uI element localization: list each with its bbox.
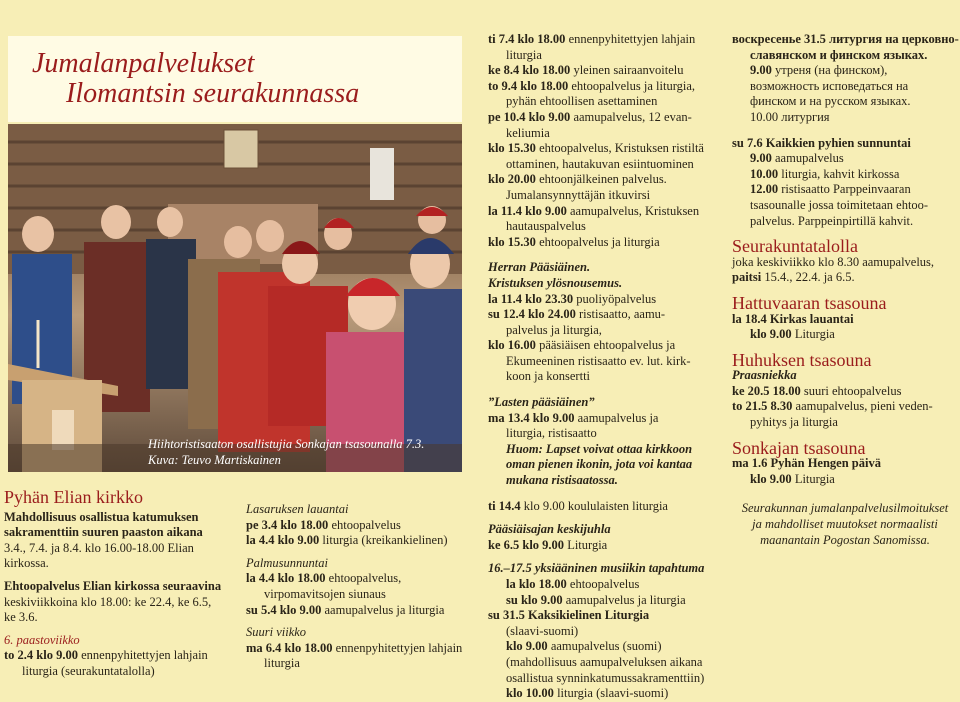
column-2 <box>246 502 470 672</box>
service-text: Liturgia <box>791 327 835 342</box>
text-line: su 31.5 Kaksikielinen Liturgia <box>488 608 650 623</box>
service-text: ehtoopalvelus <box>566 577 640 591</box>
service-text: aamupalvelus, pieni veden- <box>792 399 933 414</box>
holy-week-title: Suuri viikko <box>246 625 307 640</box>
service-text: pääsiäisen ehtoopalvelus ja <box>535 338 676 353</box>
text-line: финском и на русском языках. <box>750 94 911 109</box>
text-line: Mahdollisuus osallistua katumuksen <box>4 509 199 524</box>
date-time: pe 10.4 klo 9.00 <box>488 109 571 124</box>
easter-title: Herran Pääsiäinen. <box>488 260 591 275</box>
date-time: klo 9.00 <box>750 327 792 342</box>
date-time: 10.00 <box>750 109 779 124</box>
date-time: la 11.4 klo 9.00 <box>488 203 567 218</box>
note-line: Seurakunnan jumalanpalvelusilmoitukset <box>741 501 949 516</box>
text-line: keskiviikkoina klo 18.00: ke 22.4, ke 6.5, <box>4 594 212 609</box>
text-line: Ehtoopalvelus Elian kirkossa seuraavina <box>4 578 222 593</box>
date-time: la 4.4 klo 18.00 <box>246 571 326 586</box>
text-line: koon ja konsertti <box>506 369 591 384</box>
date-time: la 4.4 klo 9.00 <box>246 533 320 548</box>
text-line: (mahdollisuus aamupalveluksen aikana <box>506 654 703 669</box>
note-line: maanantain Pogostan Sanomissa. <box>760 532 930 547</box>
date-time: ke 20.5 18.00 <box>732 383 801 398</box>
text-line: ke 3.6. <box>4 610 38 625</box>
date-time: la 11.4 klo 23.30 <box>488 291 574 306</box>
service-text: liturgia, kahvit kirkossa <box>778 166 900 181</box>
service-text: suuri ehtoopalvelus <box>800 383 902 398</box>
text-line: ottaminen, hautakuvan esiintuominen <box>506 156 694 171</box>
date-time: ma 6.4 klo 18.00 <box>246 640 333 655</box>
service-text: aamupalvelus ja <box>574 410 659 425</box>
date-time: ke 8.4 klo 18.00 <box>488 63 571 78</box>
service-text: ennenpyhitettyjen lahjain <box>77 648 208 663</box>
service-text: aamupalvelus, 12 evan- <box>570 109 692 124</box>
service-text: утреня (на финском), <box>771 63 888 78</box>
note-line: Huom: Lapset voivat ottaa kirkkoon <box>506 441 693 456</box>
service-text: ehtoopalvelus <box>328 517 401 532</box>
service-text: Liturgia <box>564 537 608 552</box>
service-text: aamupalvelus ja liturgia <box>562 592 686 607</box>
page-title: Jumalanpalvelukset <box>32 48 255 79</box>
lazarus-title: Lasaruksen lauantai <box>246 502 349 516</box>
column-4 <box>732 32 958 548</box>
text-line: Jumalansynnyttäjän itkuvirsi <box>506 187 651 202</box>
date-time: klo 15.30 <box>488 234 536 249</box>
week6-title: 6. paastoviikko <box>4 632 80 647</box>
text-line: (slaavi-suomi) <box>506 623 579 638</box>
date-time: ti 14.4 <box>488 498 521 513</box>
text-line: liturgia, ristisaatto <box>506 426 597 441</box>
text-line: sakramenttiin suuren paaston aikana <box>4 525 203 540</box>
text-line: pyhitys ja liturgia <box>750 415 838 430</box>
service-text: aamupalvelus ja liturgia <box>321 602 445 617</box>
service-text: puoliyöpalvelus <box>573 291 657 306</box>
text-line: ma 1.6 Pyhän Hengen päivä <box>732 456 881 471</box>
date-time: su 5.4 klo 9.00 <box>246 602 322 617</box>
date-time: 9.00 <box>750 63 772 78</box>
date-time: pe 3.4 klo 18.00 <box>246 517 329 532</box>
section-heading-huhus: Huhuksen tsasouna <box>732 349 872 370</box>
service-text: aamupalvelus (suomi) <box>547 639 662 654</box>
text-line: возможность исповедаться на <box>750 78 909 93</box>
text-line: liturgia <box>264 656 300 671</box>
text-line: liturgia <box>506 47 542 62</box>
text-line: joka keskiviikko klo 8.30 aamupalvelus, <box>732 254 935 269</box>
emphasis: paitsi <box>732 270 762 285</box>
elia-vespers-block <box>4 579 240 626</box>
service-text: литургия на церковно- <box>825 32 959 46</box>
date-time: klo 20.00 <box>488 172 536 187</box>
service-text: klo 9.00 koululaisten liturgia <box>520 498 668 513</box>
note-line: oman pienen ikonin, jota voi kantaa <box>506 457 693 472</box>
date-time: 12.00 <box>750 182 779 197</box>
date-time: su 12.4 klo 24.00 <box>488 307 576 322</box>
service-text: ristisaatto, aamu- <box>575 307 666 322</box>
footer-note <box>732 501 958 548</box>
date-time: ke 6.5 klo 9.00 <box>488 537 565 552</box>
date-time: to 21.5 8.30 <box>732 399 793 414</box>
date-time: klo 9.00 <box>750 471 792 486</box>
text-line: славянском и финском языках. <box>750 47 928 62</box>
text-line: virpomavitsojen siunaus <box>264 586 386 601</box>
text-line: 3.4., 7.4. ja 8.4. klo 16.00-18.00 Elian <box>4 540 194 555</box>
text-line: Ekumeeninen ristisaatto ev. lut. kirk- <box>506 353 691 368</box>
feast-title: Praasniekka <box>732 368 797 383</box>
service-text: liturgia (slaavi-suomi) <box>553 686 669 701</box>
photo-illustration <box>8 124 462 472</box>
section-heading-hattuvaara: Hattuvaaran tsasouna <box>732 292 887 313</box>
date-time: 9.00 <box>750 151 772 166</box>
service-text: ehtoopalvelus, Kristuksen ristiltä <box>535 141 704 156</box>
service-text: aamupalvelus <box>771 151 844 166</box>
date-time: воскресенье 31.5 <box>732 32 826 46</box>
date-time: ti 7.4 klo 18.00 <box>488 32 566 46</box>
text-line: liturgia (seurakuntatalolla) <box>22 663 155 678</box>
service-text: ehtoonjälkeinen palvelus. <box>535 172 667 187</box>
service-text: aamupalvelus, Kristuksen <box>566 203 700 218</box>
photo-caption <box>148 436 458 468</box>
photo-caption-line1: Hiihtoristisaaton osallistujia Sonkajan tsasounalla 7.3. <box>148 437 425 451</box>
date-time: ma 13.4 klo 9.00 <box>488 410 575 425</box>
service-text: liturgia (kreikankielinen) <box>319 533 448 548</box>
service-text: ehtoopalvelus ja liturgia <box>535 234 660 249</box>
date-time: to 9.4 klo 18.00 <box>488 78 569 93</box>
service-text: 15.4., 22.4. ja 6.5. <box>761 270 855 285</box>
text-line: tsasounalle jossa toimitetaan ehtoo- <box>750 197 929 212</box>
date-time: klo 16.00 <box>488 338 536 353</box>
photo-caption-line2: Kuva: Teuvo Martiskainen <box>148 453 281 467</box>
text-line: keliumia <box>506 125 550 140</box>
text-line: palvelus ja liturgia, <box>506 322 602 337</box>
text-line: osallistua synninkatumussakramenttiin) <box>506 670 705 685</box>
all-saints-title: su 7.6 Kaikkien pyhien sunnuntai <box>732 135 911 150</box>
music-event-title: 16.–17.5 yksiääninen musiikin tapahtuma <box>488 561 705 576</box>
note-line: mukana ristisaatossa. <box>506 473 618 488</box>
section-heading-seurakuntatalo: Seurakuntatalolla <box>732 236 858 257</box>
text-line: hautauspalvelus <box>506 219 586 234</box>
service-text: ehtoopalvelus, <box>325 571 402 586</box>
elia-confession-block <box>4 510 240 572</box>
date-time: klo 9.00 <box>506 639 548 654</box>
text-line: pyhän ehtoollisen asettaminen <box>506 94 658 109</box>
group-photo <box>8 124 462 472</box>
date-time: klo 15.30 <box>488 141 536 156</box>
text-line: palvelus. Parppeinpirtillä kahvit. <box>750 213 914 228</box>
section-heading-elia: Pyhän Elian kirkko <box>4 487 143 507</box>
service-text: литургия <box>778 109 830 124</box>
easter-subtitle: Kristuksen ylösnousemus. <box>488 275 623 290</box>
column-3 <box>488 32 720 702</box>
service-text: Liturgia <box>791 471 835 486</box>
section-heading-sonkaja: Sonkajan tsasouna <box>732 437 866 458</box>
column-1 <box>4 487 240 680</box>
kids-easter-title: ”Lasten pääsiäinen” <box>488 395 595 410</box>
text-line: kirkossa. <box>4 556 49 571</box>
date-time: 10.00 <box>750 166 779 181</box>
text-line: la 18.4 Kirkas lauantai <box>732 311 854 326</box>
service-text: ennenpyhitettyjen lahjain <box>332 640 463 655</box>
note-line: ja mahdolliset muutokset normaalisti <box>752 517 938 532</box>
service-text: ennenpyhitettyjen lahjain <box>565 32 696 46</box>
page-subtitle: Ilomantsin seurakunnassa <box>66 78 360 109</box>
palm-sunday-title: Palmusunnuntai <box>246 555 328 570</box>
service-text: ehtoopalvelus ja liturgia, <box>568 78 696 93</box>
date-time: su klo 9.00 <box>506 592 563 607</box>
date-time: la klo 18.00 <box>506 577 567 591</box>
midfeast-title: Pääsiäisajan keskijuhla <box>488 522 611 537</box>
service-text: ristisaatto Parppeinvaaran <box>778 182 911 197</box>
date-time: klo 10.00 <box>506 686 554 701</box>
service-text: yleinen sairaanvoitelu <box>570 63 684 78</box>
date-time: to 2.4 klo 9.00 <box>4 648 78 663</box>
